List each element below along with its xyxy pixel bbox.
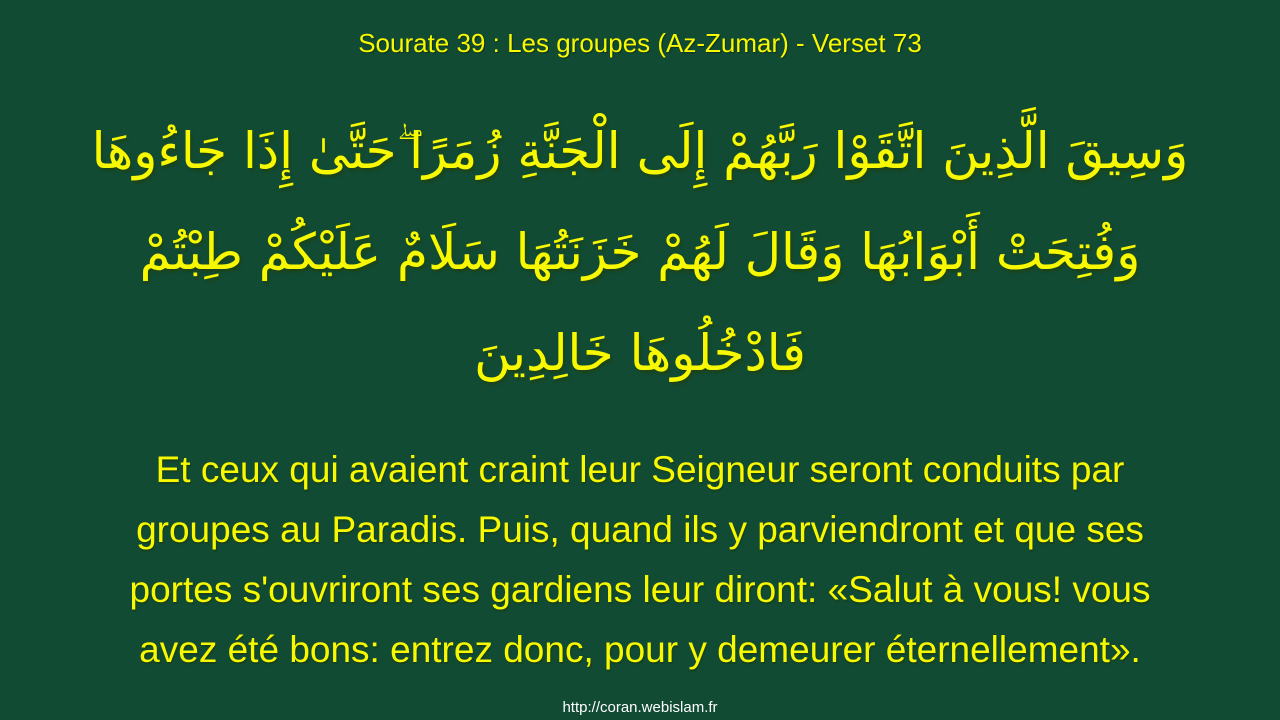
source-url: http://coran.webislam.fr: [562, 699, 718, 716]
french-translation-line: Et ceux qui avaient craint leur Seigneur seront conduits par: [155, 449, 1125, 490]
arabic-verse: [0, 101, 1280, 404]
arabic-verse-line: وَسِيقَ الَّذِينَ اتَّقَوْا رَبَّهُمْ إِلَى الْجَنَّةِ زُمَرًا ۖحَتَّىٰ إِذَا جَاءُوهَا: [91, 122, 1189, 180]
french-translation: [0, 440, 1280, 680]
french-translation-line: portes s'ouvriront ses gardiens leur diront: «Salut à vous! vous: [129, 569, 1151, 610]
french-translation-line: groupes au Paradis. Puis, quand ils y parviendront et que ses: [136, 509, 1144, 550]
arabic-verse-line: فَادْخُلُوهَا خَالِدِينَ: [474, 324, 806, 382]
arabic-verse-line: وَفُتِحَتْ أَبْوَابُهَا وَقَالَ لَهُمْ خَزَنَتُهَا سَلَامٌ عَلَيْكُمْ طِبْتُمْ: [139, 223, 1141, 281]
page-title: Sourate 39 : Les groupes (Az-Zumar) - Verset 73: [358, 28, 922, 58]
french-translation-line: avez été bons: entrez donc, pour y demeurer éternellement».: [139, 629, 1141, 670]
